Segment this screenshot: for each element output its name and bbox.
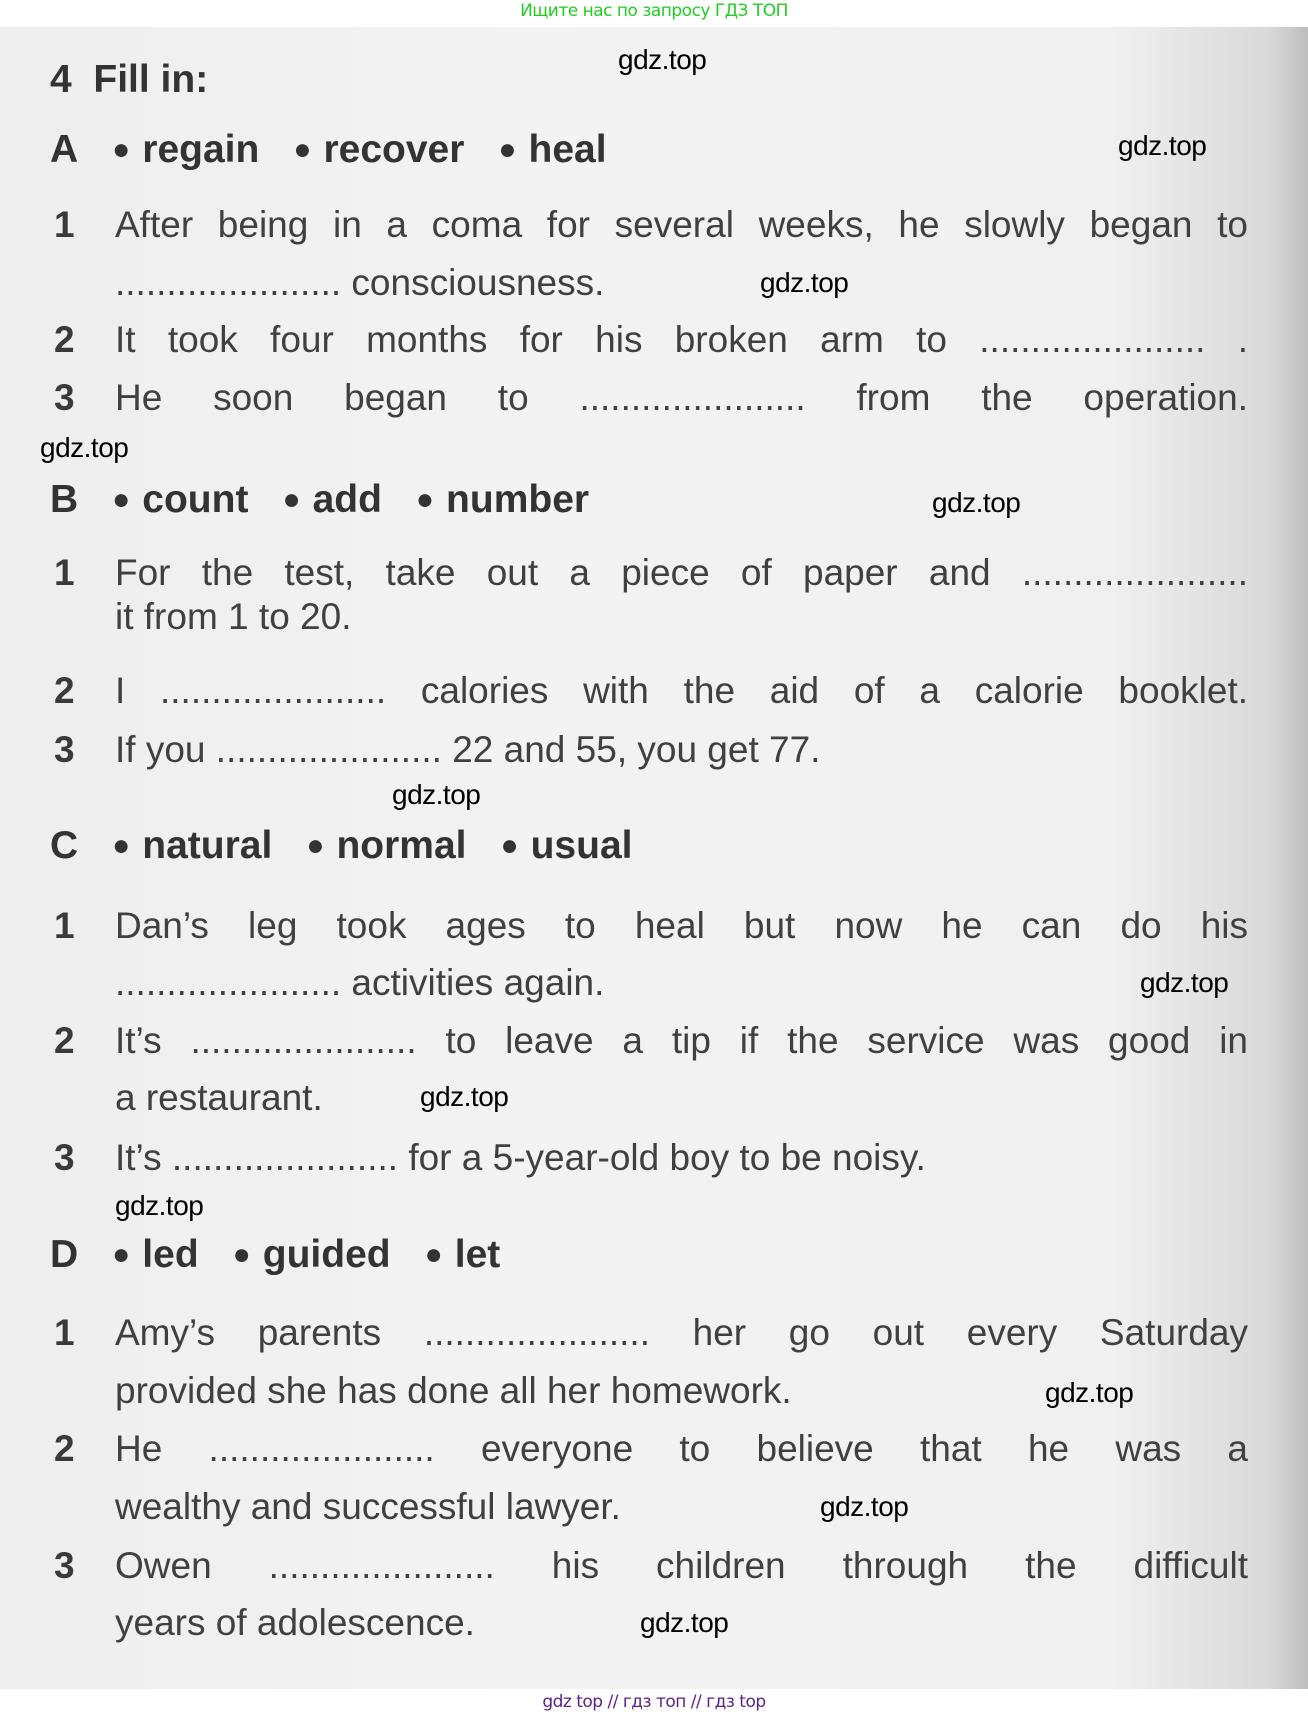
bullet-icon: ●	[112, 483, 131, 516]
bullet-icon: ●	[424, 1238, 443, 1271]
sentence-line: I ...................... calories with the aid of a calorie booklet.	[115, 670, 1248, 711]
word-option: natural	[142, 824, 273, 867]
exercise-number: 4	[50, 58, 72, 101]
watermark: gdz.top	[1118, 130, 1207, 161]
sentence-line: wealthy and successful lawyer.	[115, 1486, 621, 1527]
sentence-line: He ...................... everyone to believe that he was a	[115, 1428, 1248, 1469]
section-letter: C	[50, 824, 79, 867]
watermark: gdz.top	[932, 487, 1021, 518]
item-number: 3	[54, 729, 75, 770]
word-option: let	[454, 1233, 501, 1276]
bullet-icon: ●	[112, 1238, 131, 1271]
word-option: number	[446, 478, 590, 521]
bullet-icon: ●	[415, 483, 435, 516]
watermark: gdz.top	[392, 779, 481, 810]
sentence-line: It took four months for his broken arm to ...................... .	[115, 319, 1248, 360]
watermark: gdz.top	[760, 267, 849, 298]
sentence-line: years of adolescence.	[115, 1602, 475, 1643]
bullet-icon: ●	[232, 1238, 251, 1271]
watermark: gdz.top	[1045, 1377, 1134, 1408]
bullet-icon: ●	[500, 829, 519, 862]
watermark: gdz.top	[640, 1607, 729, 1638]
word-option: add	[312, 478, 382, 521]
word-option: led	[142, 1233, 199, 1276]
section-heading-a	[50, 127, 641, 176]
bullet-icon: ●	[498, 133, 517, 166]
sentence-line: If you ...................... 22 and 55, you get 77.	[115, 729, 821, 770]
item-number: 2	[54, 1428, 75, 1469]
item-number: 2	[54, 1020, 75, 1061]
sentence-line: a restaurant.	[115, 1077, 323, 1118]
word-option: heal	[528, 128, 607, 171]
watermark: gdz.top	[115, 1190, 204, 1221]
item-number: 1	[54, 905, 75, 946]
item-number: 3	[54, 1137, 75, 1178]
word-option: recover	[323, 128, 465, 171]
item-number: 1	[54, 204, 75, 245]
sentence-line: Amy’s parents ...................... her go out every Saturday	[115, 1312, 1248, 1353]
sentence-line: Owen ...................... his children through the difficult	[115, 1545, 1248, 1586]
word-option: usual	[530, 824, 633, 867]
sentence-line: After being in a coma for several weeks, he slowly began to	[115, 204, 1248, 245]
item-number: 2	[54, 670, 75, 711]
word-option: guided	[262, 1233, 391, 1276]
item-number: 3	[54, 1545, 75, 1586]
item-number: 2	[54, 319, 75, 360]
watermark: gdz.top	[618, 44, 707, 75]
bullet-icon: ●	[112, 829, 131, 862]
sentence-line: ...................... activities again.	[115, 962, 605, 1003]
exercise-title: Fill in:	[93, 58, 209, 101]
watermark: gdz.top	[40, 432, 129, 463]
bullet-icon: ●	[306, 829, 325, 862]
section-heading-c	[50, 823, 666, 872]
watermark: gdz.top	[420, 1081, 509, 1112]
section-heading-d	[50, 1232, 534, 1281]
textbook-page	[0, 27, 1308, 1689]
watermark: gdz.top	[820, 1491, 909, 1522]
section-letter: D	[50, 1233, 79, 1276]
bullet-icon: ●	[112, 133, 131, 166]
watermark: gdz.top	[1140, 967, 1229, 998]
sentence-line: It’s ...................... for a 5-year-old boy to be noisy.	[115, 1137, 926, 1178]
bullet-icon: ●	[282, 483, 301, 516]
word-option: count	[142, 478, 249, 521]
section-letter: A	[50, 128, 79, 171]
sentence-line: He soon began to ...................... from the operation.	[115, 377, 1248, 418]
sentence-line: it from 1 to 20.	[115, 596, 352, 637]
sentence-line: It’s ...................... to leave a tip if the service was good in	[115, 1020, 1248, 1061]
item-number: 3	[54, 377, 75, 418]
footer-links: gdz top // гдз топ // гдз top	[542, 1692, 766, 1712]
sentence-line: ...................... consciousness.	[115, 262, 605, 303]
sentence-line: For the test, take out a piece of paper and ......................	[115, 552, 1248, 593]
item-number: 1	[54, 1312, 75, 1353]
section-heading-b	[50, 477, 623, 526]
exercise-heading	[50, 57, 208, 103]
top-banner: Ищите нас по запросу ГДЗ ТОП	[520, 1, 788, 21]
word-option: regain	[142, 128, 260, 171]
section-letter: B	[50, 478, 79, 521]
word-option: normal	[336, 824, 467, 867]
sentence-line: provided she has done all her homework.	[115, 1370, 792, 1411]
bullet-icon: ●	[293, 133, 312, 166]
sentence-line: Dan’s leg took ages to heal but now he can do his	[115, 905, 1248, 946]
item-number: 1	[54, 552, 75, 593]
